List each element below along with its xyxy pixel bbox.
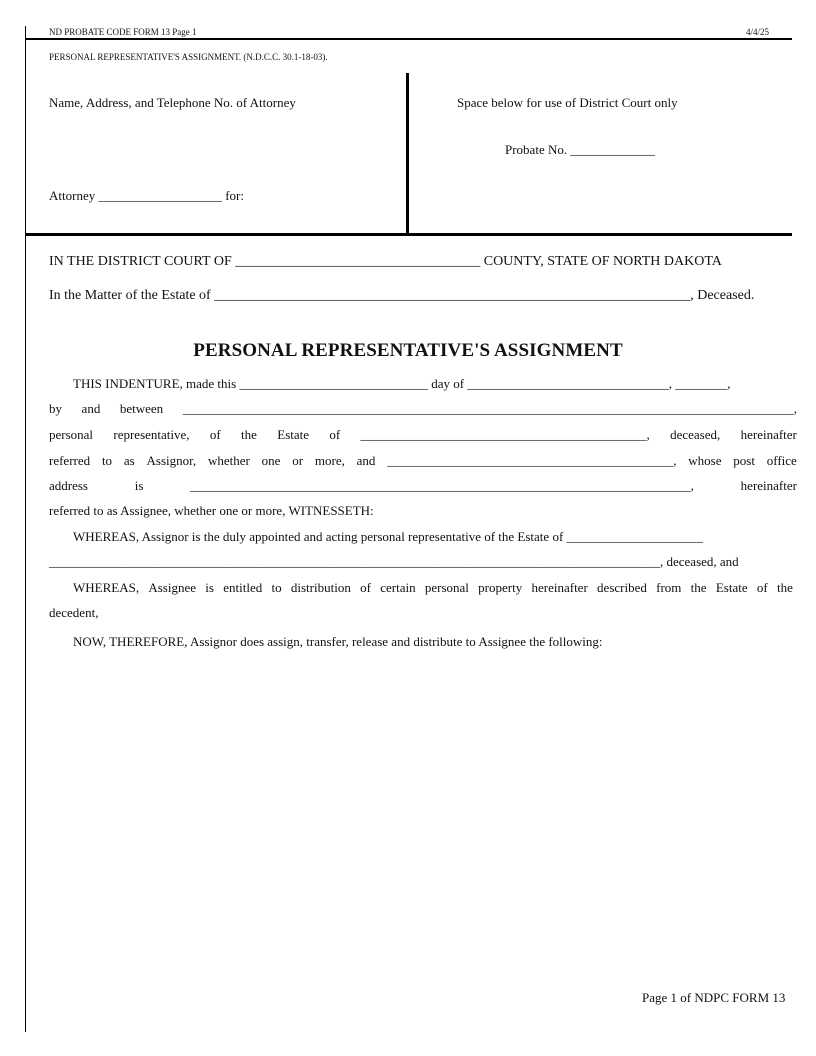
decedent-line: decedent, xyxy=(49,605,99,620)
form-id: ND PROBATE CODE FORM 13 Page 1 xyxy=(49,27,197,37)
box-divider xyxy=(406,73,409,235)
estate-caption[interactable]: In the Matter of the Estate of ____________________________________________________________________, Deceased. xyxy=(49,288,755,303)
left-margin-rule xyxy=(25,26,26,1032)
probate-number-field[interactable]: Probate No. _____________ xyxy=(505,142,655,157)
document-title: PERSONAL REPRESENTATIVE'S ASSIGNMENT xyxy=(193,340,623,361)
address-blank[interactable]: _____________________________________________________________________________, xyxy=(190,478,694,493)
deceased-line[interactable]: ______________________________________________________________________________________________, deceased, and xyxy=(49,554,739,569)
assignor-line[interactable]: referred to as Assignor, whether one or more, and ____________________________________________, whose post office xyxy=(49,453,797,468)
header-rule xyxy=(25,38,792,40)
decedent-blank[interactable]: WHEREAS, Assignor is the duly appointed and acting personal representative of the Estate of _____________________ xyxy=(73,529,704,544)
personal-representative-line[interactable]: personal representative, of the Estate of ____________________________________________, deceased, hereinafter xyxy=(49,427,797,442)
box-bottom-rule xyxy=(25,233,792,236)
form-date: 4/4/25 xyxy=(746,27,770,37)
assignee-blank[interactable]: ____________________________________________, xyxy=(387,453,677,468)
page-footer: Page 1 of NDPC FORM 13 xyxy=(642,990,786,1005)
court-use-label: Space below for use of District Court only xyxy=(457,95,678,110)
between-line[interactable]: by and between ______________________________________________________________________________________________, xyxy=(49,401,797,416)
witnesseth-line: referred to as Assignee, whether one or more, WITNESSETH: xyxy=(49,503,374,518)
now-therefore-line: NOW, THEREFORE, Assignor does assign, transfer, release and distribute to Assignee the following: xyxy=(73,634,603,649)
attorney-label: Name, Address, and Telephone No. of Attorney xyxy=(49,95,296,110)
address-line[interactable]: address is _____________________________________________________________________________, hereinafter xyxy=(49,478,797,493)
indenture-text[interactable]: THIS INDENTURE, made this _____________________________ day of _______________________________, ________, xyxy=(73,376,731,391)
whereas-entitled-line: WHEREAS, Assignee is entitled to distribution of certain personal property hereinafter described from the Estate of the xyxy=(73,580,793,595)
estate-blank[interactable]: ____________________________________________, xyxy=(360,427,650,442)
form-subtitle: PERSONAL REPRESENTATIVE'S ASSIGNMENT. (N.D.C.C. 30.1-18-03). xyxy=(49,52,328,62)
whereas-appointed-line[interactable] xyxy=(49,529,797,545)
attorney-line[interactable]: Attorney ___________________ for: xyxy=(49,188,244,203)
court-caption[interactable]: IN THE DISTRICT COURT OF ___________________________________ COUNTY, STATE OF NORTH DAKOTA xyxy=(49,254,722,269)
between-blank[interactable]: ______________________________________________________________________________________________, xyxy=(182,401,797,416)
indenture-line[interactable] xyxy=(49,376,797,392)
